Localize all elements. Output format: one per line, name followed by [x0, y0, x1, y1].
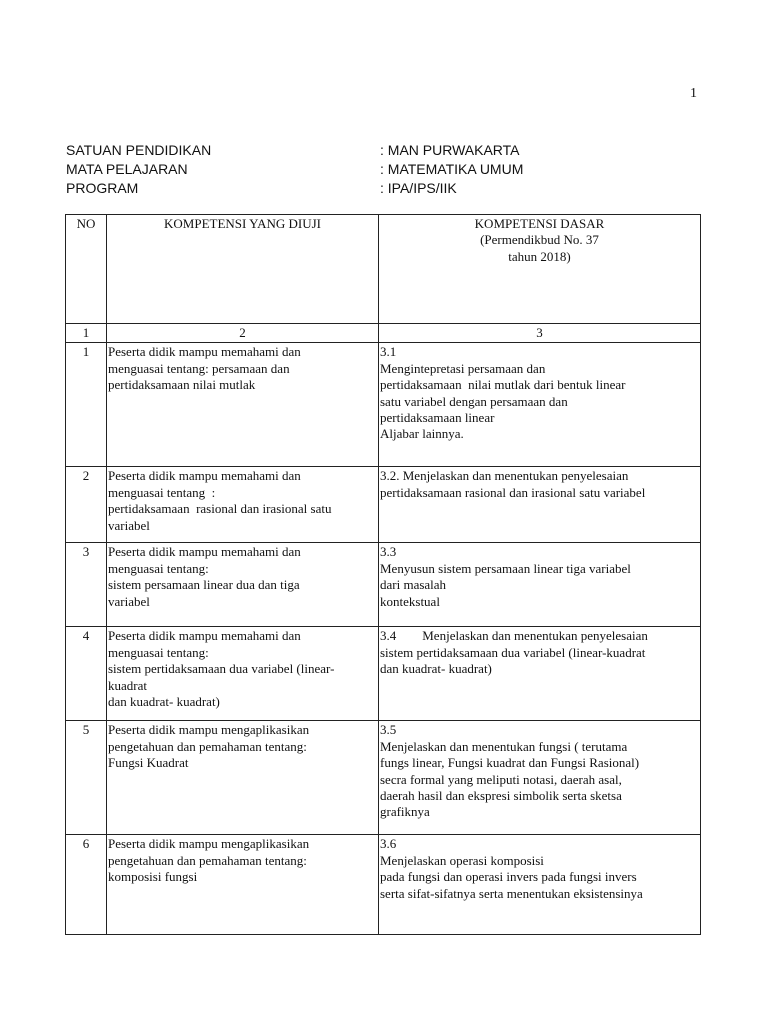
kompetensi-dasar-cell: [379, 343, 701, 467]
kompetensi-line: Peserta didik mampu mengaplikasikan: [108, 836, 310, 852]
kompetensi-dasar-line: sistem pertidaksamaan dua variabel (linear-kuadrat: [380, 644, 646, 660]
kompetensi-dasar-line: 3.4 Menjelaskan dan menentukan penyelesaian: [380, 628, 648, 644]
column-number-row: [66, 324, 701, 343]
kompetensi-line: Peserta didik mampu mengaplikasikan: [108, 722, 310, 738]
kompetensi-dasar-line: pertidaksamaan nilai mutlak dari bentuk linear: [380, 377, 626, 393]
kompetensi-line: Peserta didik mampu memahami dan: [108, 344, 301, 360]
kompetensi-dasar-line: serta sifat-sifatnya serta menentukan eksistensinya: [380, 885, 643, 901]
table-row: [66, 543, 701, 627]
kompetensi-dasar-line: 3.1: [380, 344, 397, 360]
kompetensi-dasar-line: secra formal yang meliputi notasi, daerah asal,: [380, 771, 622, 787]
kompetensi-dasar-cell: [379, 543, 701, 627]
kompetensi-cell: [107, 343, 379, 467]
row-number: 2: [66, 467, 107, 543]
kompetensi-cell: [107, 543, 379, 627]
kompetensi-cell: [107, 721, 379, 835]
header-row-mata-pelajaran: [66, 160, 706, 179]
competency-table: [65, 214, 701, 935]
kompetensi-dasar-line: pertidaksamaan rasional dan irasional satu variabel: [380, 484, 646, 500]
kompetensi-line: sistem persamaan linear dua dan tiga: [108, 577, 300, 593]
kompetensi-line: Fungsi Kuadrat: [108, 755, 189, 771]
kompetensi-line: pengetahuan dan pemahaman tentang:: [108, 738, 307, 754]
column-number: 1: [66, 324, 107, 343]
column-number: 3: [379, 324, 701, 343]
page-number: 1: [690, 86, 697, 101]
header-label: MATA PELAJARAN: [66, 161, 188, 177]
kompetensi-dasar-line: grafiknya: [380, 804, 430, 820]
header-row-program: [66, 179, 706, 198]
kompetensi-dasar-line: 3.5: [380, 722, 397, 738]
kompetensi-dasar-line: pada fungsi dan operasi invers pada fungsi invers: [380, 869, 637, 885]
table-row: [66, 467, 701, 543]
kompetensi-line: variabel: [108, 593, 150, 609]
kompetensi-line: variabel: [108, 517, 150, 533]
kompetensi-line: komposisi fungsi: [108, 869, 198, 885]
table-row: [66, 343, 701, 467]
row-number: 6: [66, 835, 107, 935]
table-row: [66, 627, 701, 721]
table-row: [66, 835, 701, 935]
column-number: 2: [107, 324, 379, 343]
header-value: : MAN PURWAKARTA: [380, 142, 520, 158]
row-number: 1: [66, 343, 107, 467]
header-kd-line: KOMPETENSI DASAR: [474, 216, 605, 231]
kompetensi-line: menguasai tentang: persamaan dan: [108, 360, 290, 376]
header-kompetensi-yang-diuji: KOMPETENSI YANG DIUJI: [107, 215, 379, 324]
row-number: 5: [66, 721, 107, 835]
kompetensi-line: Peserta didik mampu memahami dan: [108, 468, 301, 484]
kompetensi-line: Peserta didik mampu memahami dan: [108, 544, 301, 560]
kompetensi-dasar-cell: [379, 467, 701, 543]
kompetensi-dasar-line: kontekstual: [380, 593, 440, 609]
kompetensi-dasar-line: 3.2. Menjelaskan dan menentukan penyelesaian: [380, 468, 629, 484]
kompetensi-dasar-line: pertidaksamaan linear: [380, 410, 495, 426]
header-label: SATUAN PENDIDIKAN: [66, 142, 212, 158]
kompetensi-line: pengetahuan dan pemahaman tentang:: [108, 852, 307, 868]
kompetensi-line: kuadrat: [108, 677, 147, 693]
kompetensi-dasar-line: daerah hasil dan ekspresi simbolik serta sketsa: [380, 788, 622, 804]
kompetensi-dasar-cell: [379, 835, 701, 935]
kompetensi-dasar-line: fungs linear, Fungsi kuadrat dan Fungsi Rasional): [380, 755, 640, 771]
kompetensi-line: pertidaksamaan nilai mutlak: [108, 377, 256, 393]
kompetensi-dasar-line: Mengintepretasi persamaan dan: [380, 360, 546, 376]
header-no: NO: [66, 215, 107, 324]
kompetensi-cell: [107, 627, 379, 721]
row-number: 3: [66, 543, 107, 627]
table-header-row: [66, 215, 701, 324]
kompetensi-line: sistem pertidaksamaan dua variabel (linear-: [108, 661, 335, 677]
kompetensi-line: menguasai tentang:: [108, 560, 209, 576]
kompetensi-dasar-line: 3.6: [380, 836, 397, 852]
kompetensi-dasar-line: 3.3: [380, 544, 397, 560]
kompetensi-line: menguasai tentang :: [108, 484, 216, 500]
kompetensi-dasar-line: satu variabel dengan persamaan dan: [380, 393, 568, 409]
kompetensi-dasar-line: dan kuadrat- kuadrat): [380, 661, 492, 677]
kompetensi-dasar-line: Menjelaskan operasi komposisi: [380, 852, 544, 868]
kompetensi-cell: [107, 835, 379, 935]
kompetensi-dasar-line: Aljabar lainnya.: [380, 426, 464, 442]
header-kompetensi-dasar: [379, 215, 701, 324]
kompetensi-line: pertidaksamaan rasional dan irasional satu: [108, 501, 332, 517]
kompetensi-dasar-line: dari masalah: [380, 577, 447, 593]
kompetensi-line: menguasai tentang:: [108, 644, 209, 660]
kompetensi-line: Peserta didik mampu memahami dan: [108, 628, 301, 644]
header-label: PROGRAM: [66, 180, 139, 196]
table-row: [66, 721, 701, 835]
header-kd-line: (Permendikbud No. 37: [480, 232, 599, 248]
row-number: 4: [66, 627, 107, 721]
document-header: [66, 141, 706, 198]
kompetensi-dasar-cell: [379, 721, 701, 835]
header-value: : IPA/IPS/IIK: [380, 180, 457, 196]
kompetensi-dasar-line: Menjelaskan dan menentukan fungsi ( terutama: [380, 738, 628, 754]
header-kd-line: tahun 2018): [508, 248, 571, 264]
header-value: : MATEMATIKA UMUM: [380, 161, 524, 177]
kompetensi-dasar-line: Menyusun sistem persamaan linear tiga variabel: [380, 560, 631, 576]
kompetensi-dasar-cell: [379, 627, 701, 721]
kompetensi-line: dan kuadrat- kuadrat): [108, 694, 220, 710]
kompetensi-cell: [107, 467, 379, 543]
header-row-satuan-pendidikan: [66, 141, 706, 160]
